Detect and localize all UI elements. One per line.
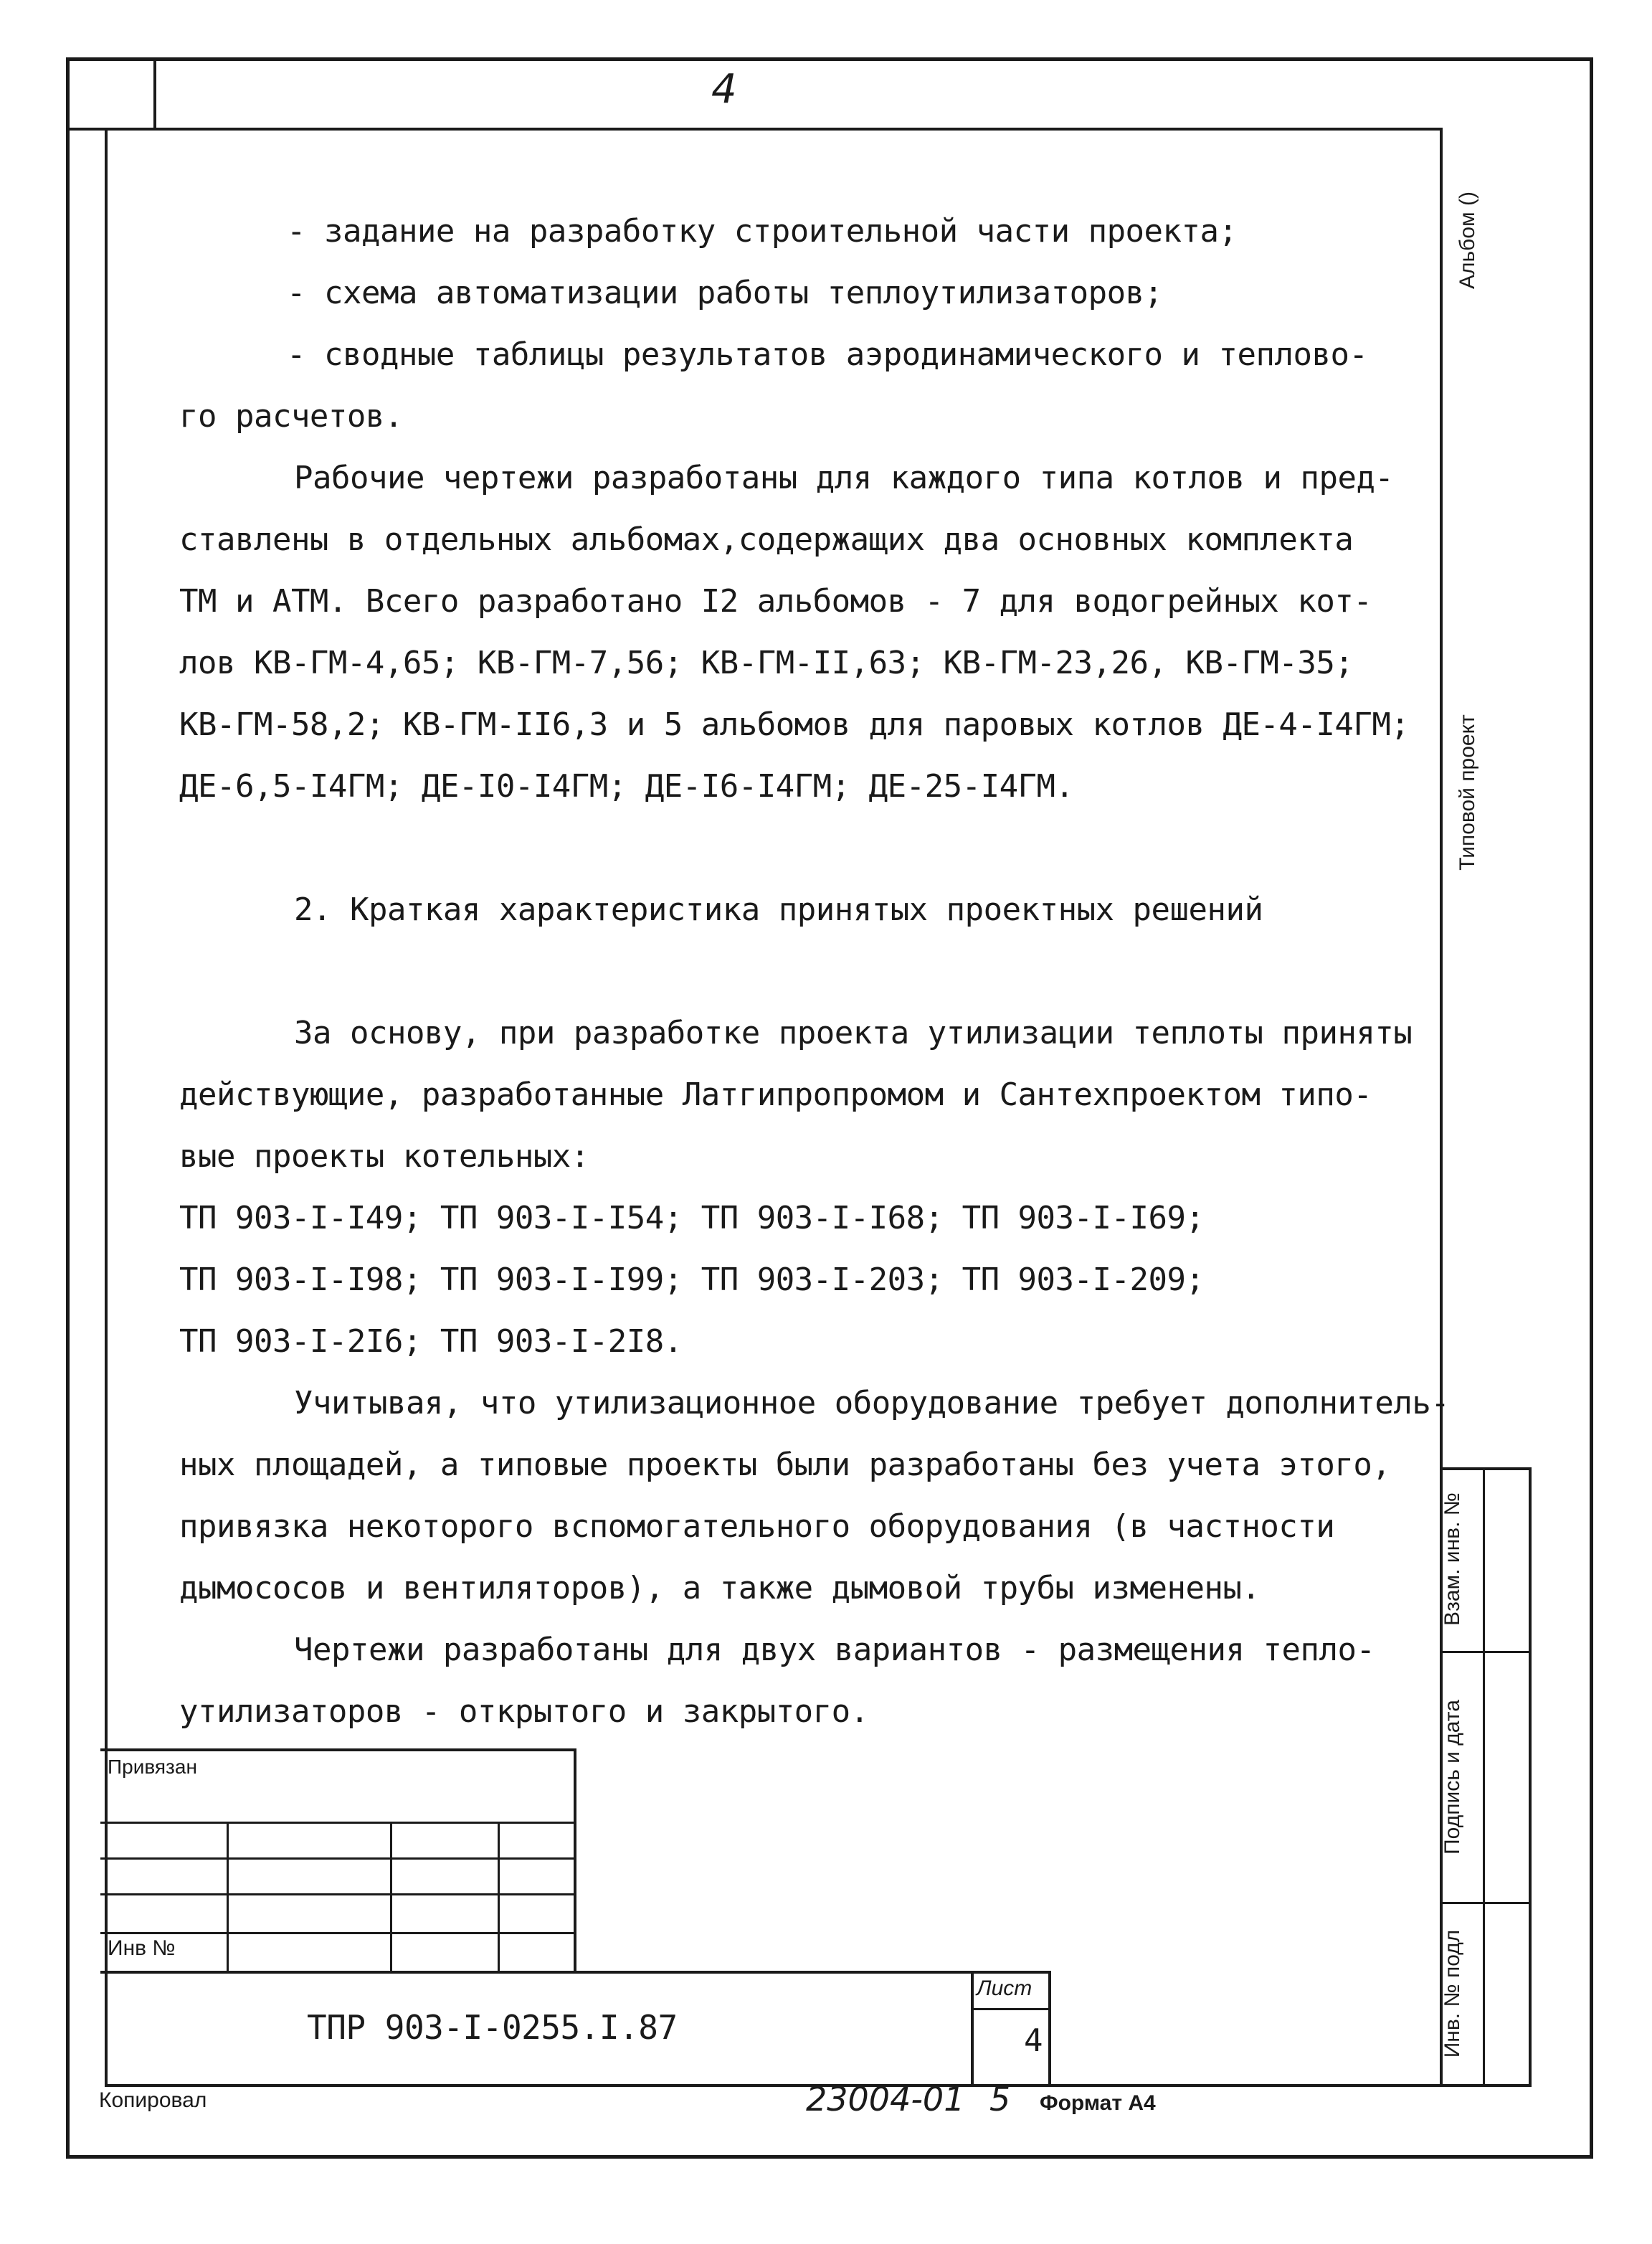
section-heading: 2. Краткая характеристика принятых проектных решений [294, 891, 1263, 928]
body-line-3: - сводные таблицы результатов аэродинамического и теплово- [287, 336, 1368, 373]
body-gap [179, 818, 1427, 879]
inner-frame-bottom [105, 2084, 1443, 2087]
body-line-13: действующие, разработанные Латгипропромом и Сантехпроектом типо- [179, 1076, 1372, 1113]
side-table-row2 [1440, 1902, 1532, 1904]
side-label-vzam-inv: Взам. инв. № [1440, 1492, 1464, 1626]
body-text [179, 201, 1450, 1743]
stamp-privyazan-row3 [100, 1893, 576, 1895]
title-block-top [100, 1971, 1051, 1974]
title-block-sheet-divider [971, 2008, 1051, 2010]
body-line-8: лов КВ-ГМ-4,65; КВ-ГМ-7,56; КВ-ГМ-II,63; КВ-ГМ-23,26, КВ-ГМ-35; [179, 645, 1354, 681]
sheet-label: Лист [977, 1976, 1032, 2000]
stamp-privyazan-col3 [498, 1822, 500, 1972]
body-line-10: ДЕ-6,5-I4ГМ; ДЕ-I0-I4ГМ; ДЕ-I6-I4ГМ; ДЕ-25-I4ГМ. [179, 768, 1074, 805]
body-line-5: Рабочие чертежи разработаны для каждого типа котлов и пред- [294, 460, 1394, 496]
side-table-top [1440, 1467, 1532, 1470]
body-line-18: Учитывая, что утилизационное оборудование требует дополнитель- [294, 1385, 1450, 1421]
side-table-row1 [1440, 1651, 1532, 1653]
side-label-signature-date: Подпись и дата [1440, 1700, 1464, 1855]
side-label-inv-podl: Инв. № подл [1440, 1929, 1464, 2058]
body-line-6: ставлены в отдельных альбомах,содержащих два основных комплекта [179, 521, 1354, 558]
body-line-2: - схема автоматизации работы теплоутилизаторов; [287, 275, 1163, 311]
stamp-privyazan-col1 [227, 1822, 229, 1972]
title-block-sheet-left [971, 1971, 974, 2086]
format-label: Формат А4 [1040, 2091, 1156, 2115]
body-line-15: ТП 903-I-I49; ТП 903-I-I54; ТП 903-I-I68; ТП 903-I-I69; [179, 1200, 1205, 1236]
inner-frame-left [105, 129, 108, 2087]
body-line-20: привязка некоторого вспомогательного оборудования (в частности [179, 1508, 1335, 1545]
stamp-privyazan-col2 [390, 1822, 392, 1972]
page-number-handwritten: 4 [711, 66, 737, 113]
title-block-sheet-right [1048, 1971, 1051, 2086]
header-divider [66, 128, 1443, 131]
stamp-privyazan-label: Привязан [108, 1756, 197, 1778]
outer-frame-left [66, 57, 70, 2159]
copy-number-handwritten: 5 [989, 2080, 1011, 2118]
copied-label: Копировал [99, 2088, 207, 2112]
sheet-number: 4 [1024, 2022, 1043, 2059]
body-line-12: За основу, при разработке проекта утилизации теплоты приняты [294, 1015, 1413, 1051]
body-line-16: ТП 903-I-I98; ТП 903-I-I99; ТП 903-I-203; ТП 903-I-209; [179, 1261, 1205, 1298]
body-line-21: дымососов и вентиляторов), а также дымовой трубы изменены. [179, 1570, 1261, 1606]
stamp-privyazan-row4 [100, 1932, 576, 1934]
body-line-1: - задание на разработку строительной части проекта; [287, 213, 1238, 250]
stamp-privyazan-row2 [100, 1857, 576, 1860]
side-label-album: Альбом () [1456, 191, 1479, 289]
body-line-19: ных площадей, а типовые проекты были разработаны без учета этого, [179, 1447, 1391, 1483]
stamp-privyazan-right [574, 1748, 576, 1972]
order-number-handwritten: 23004-01 [806, 2080, 965, 2118]
outer-frame-bottom [66, 2155, 1593, 2159]
body-line-4: го расчетов. [179, 398, 403, 435]
body-line-9: КВ-ГМ-58,2; КВ-ГМ-II6,3 и 5 альбомов для паровых котлов ДЕ-4-I4ГМ; [179, 706, 1410, 743]
body-line-7: ТМ и АТМ. Всего разработано I2 альбомов - 7 для водогрейных кот- [179, 583, 1372, 620]
document-designation: ТПР 903-I-0255.I.87 [307, 2008, 678, 2047]
body-line-17: ТП 903-I-2I6; ТП 903-I-2I8. [179, 1323, 683, 1360]
side-label-project-type: Типовой проект [1456, 714, 1479, 871]
header-vertical-left [153, 57, 156, 129]
body-line-14: вые проекты котельных: [179, 1138, 589, 1175]
side-table-right [1529, 1467, 1532, 2087]
side-table-bottom [1440, 2084, 1532, 2087]
body-line-22: Чертежи разработаны для двух вариантов - размещения тепло- [294, 1632, 1375, 1668]
stamp-privyazan-row1 [100, 1822, 576, 1824]
body-gap [179, 941, 1427, 1003]
outer-frame-right [1590, 57, 1593, 2159]
stamp-privyazan-top [100, 1748, 576, 1751]
body-line-23: утилизаторов - открытого и закрытого. [179, 1693, 869, 1730]
side-table-mid-vertical [1483, 1467, 1485, 2087]
stamp-inv-no-label: Инв № [108, 1936, 176, 1960]
outer-frame-top [66, 57, 1593, 61]
